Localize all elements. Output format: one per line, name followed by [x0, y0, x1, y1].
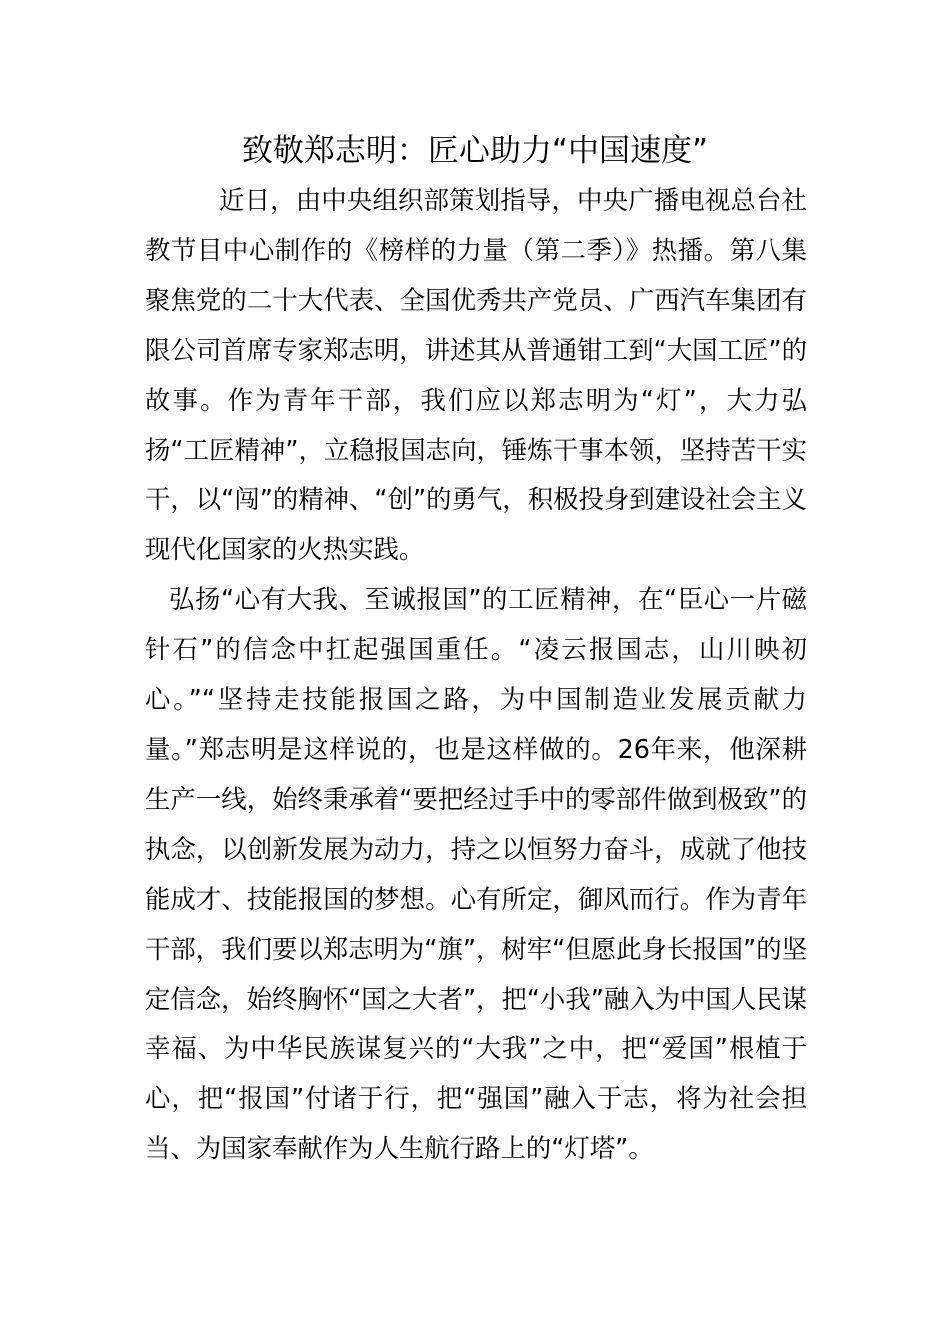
paragraph-2: 弘扬“心有大我、至诚报国”的工匠精神，在“臣心一片磁针石”的信念中扛起强国重任。“凌云报国志，山川映初心。”“坚持走技能报国之路，为中国制造业发展贡献力量。”郑志明是这样说的，也是这样做的。26年来，他深耕生产一线，始终秉承着“要把经过手中的零部件做到极致”的执念，以创新发展为动力，持之以恒努力奋斗，成就了他技能成才、技能报国的梦想。心有所定，御风而行。作为青年干部，我们要以郑志明为“旗”，树牢“但愿此身长报国”的坚定信念，始终胸怀“国之大者”，把“小我”融入为中国人民谋幸福、为中华民族谋复兴的“大我”之中，把“爱国”根植于心，把“报国”付诸于行，把“强国”融入于志，将为社会担当、为国家奉献作为人生航行路上的“灯塔”。: [145, 584, 807, 1164]
document-title: 致敬郑志明：匠心助力“中国速度”: [241, 133, 709, 169]
document-body: [145, 176, 807, 1174]
paragraph-1: 近日，由中央组织部策划指导，中央广播电视总台社教节目中心制作的《榜样的力量（第二季）》热播。第八集聚焦党的二十大代表、全国优秀共产党员、广西汽车集团有限公司首席专家郑志明，讲述其从普通钳工到“大国工匠”的故事。作为青年干部，我们应以郑志明为“灯”，大力弘扬“工匠精神”，立稳报国志向，锤炼干事本领，坚持苦干实干，以“闯”的精神、“创”的勇气，积极投身到建设社会主义现代化国家的火热实践。: [145, 185, 807, 565]
